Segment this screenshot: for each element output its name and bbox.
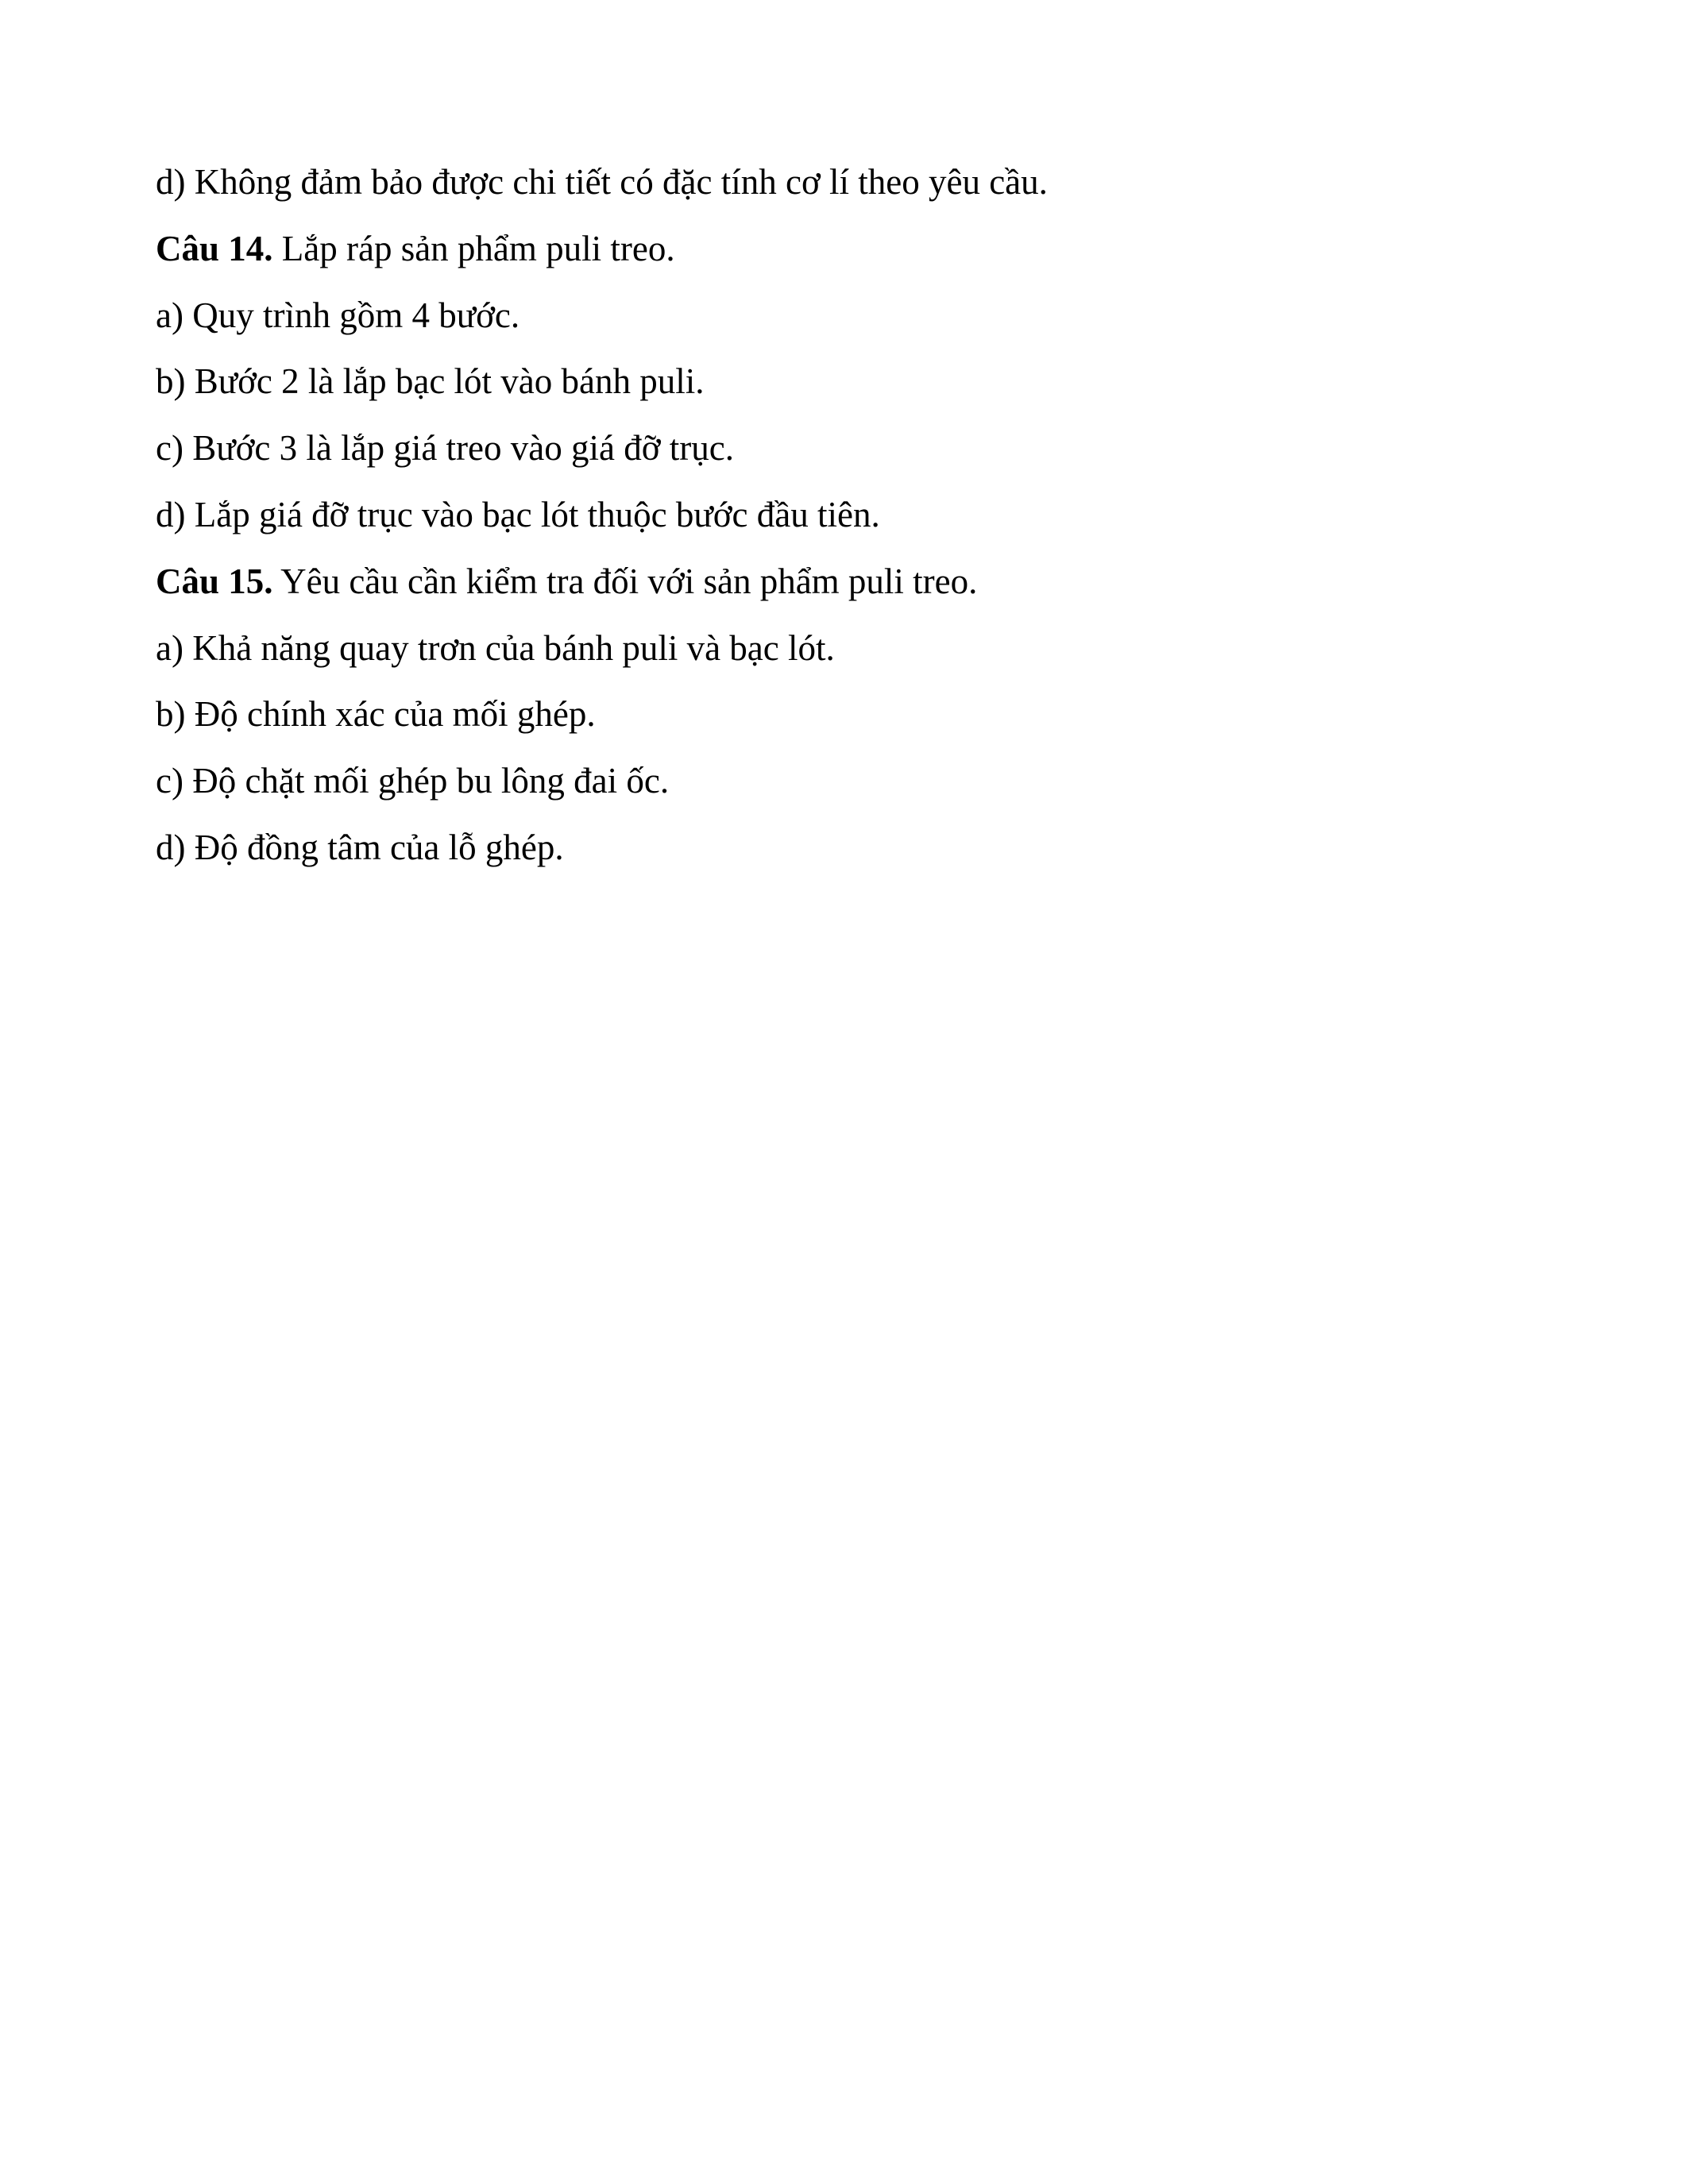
option-line bbox=[156, 349, 1546, 415]
option-text: c) Độ chặt mối ghép bu lông đai ốc. bbox=[156, 761, 670, 801]
option-line bbox=[156, 283, 1546, 349]
question-label: Câu 14. bbox=[156, 228, 273, 268]
question-label: Câu 15. bbox=[156, 561, 273, 601]
option-text: a) Quy trình gồm 4 bước. bbox=[156, 295, 520, 335]
option-line bbox=[156, 681, 1546, 748]
option-text: d) Lắp giá đỡ trục vào bạc lót thuộc bước đầu tiên. bbox=[156, 494, 880, 534]
question-text: Lắp ráp sản phẩm puli treo. bbox=[272, 228, 675, 268]
option-text: d) Độ đồng tâm của lỗ ghép. bbox=[156, 827, 564, 867]
question-line bbox=[156, 216, 1546, 283]
option-text: b) Độ chính xác của mối ghép. bbox=[156, 694, 596, 735]
option-text: d) Không đảm bảo được chi tiết có đặc tính cơ lí theo yêu cầu. bbox=[156, 162, 1048, 202]
option-line bbox=[156, 748, 1546, 815]
option-text: a) Khả năng quay trơn của bánh puli và bạc lót. bbox=[156, 627, 835, 668]
option-line bbox=[156, 615, 1546, 682]
option-text: b) Bước 2 là lắp bạc lót vào bánh puli. bbox=[156, 361, 705, 402]
option-line bbox=[156, 482, 1546, 549]
question-line bbox=[156, 549, 1546, 615]
option-text: c) Bước 3 là lắp giá treo vào giá đỡ trục. bbox=[156, 428, 734, 469]
option-line bbox=[156, 415, 1546, 482]
option-line bbox=[156, 815, 1546, 882]
document-body bbox=[156, 149, 1546, 882]
question-text: Yêu cầu cần kiểm tra đối với sản phẩm puli treo. bbox=[272, 561, 978, 601]
option-line bbox=[156, 149, 1546, 216]
